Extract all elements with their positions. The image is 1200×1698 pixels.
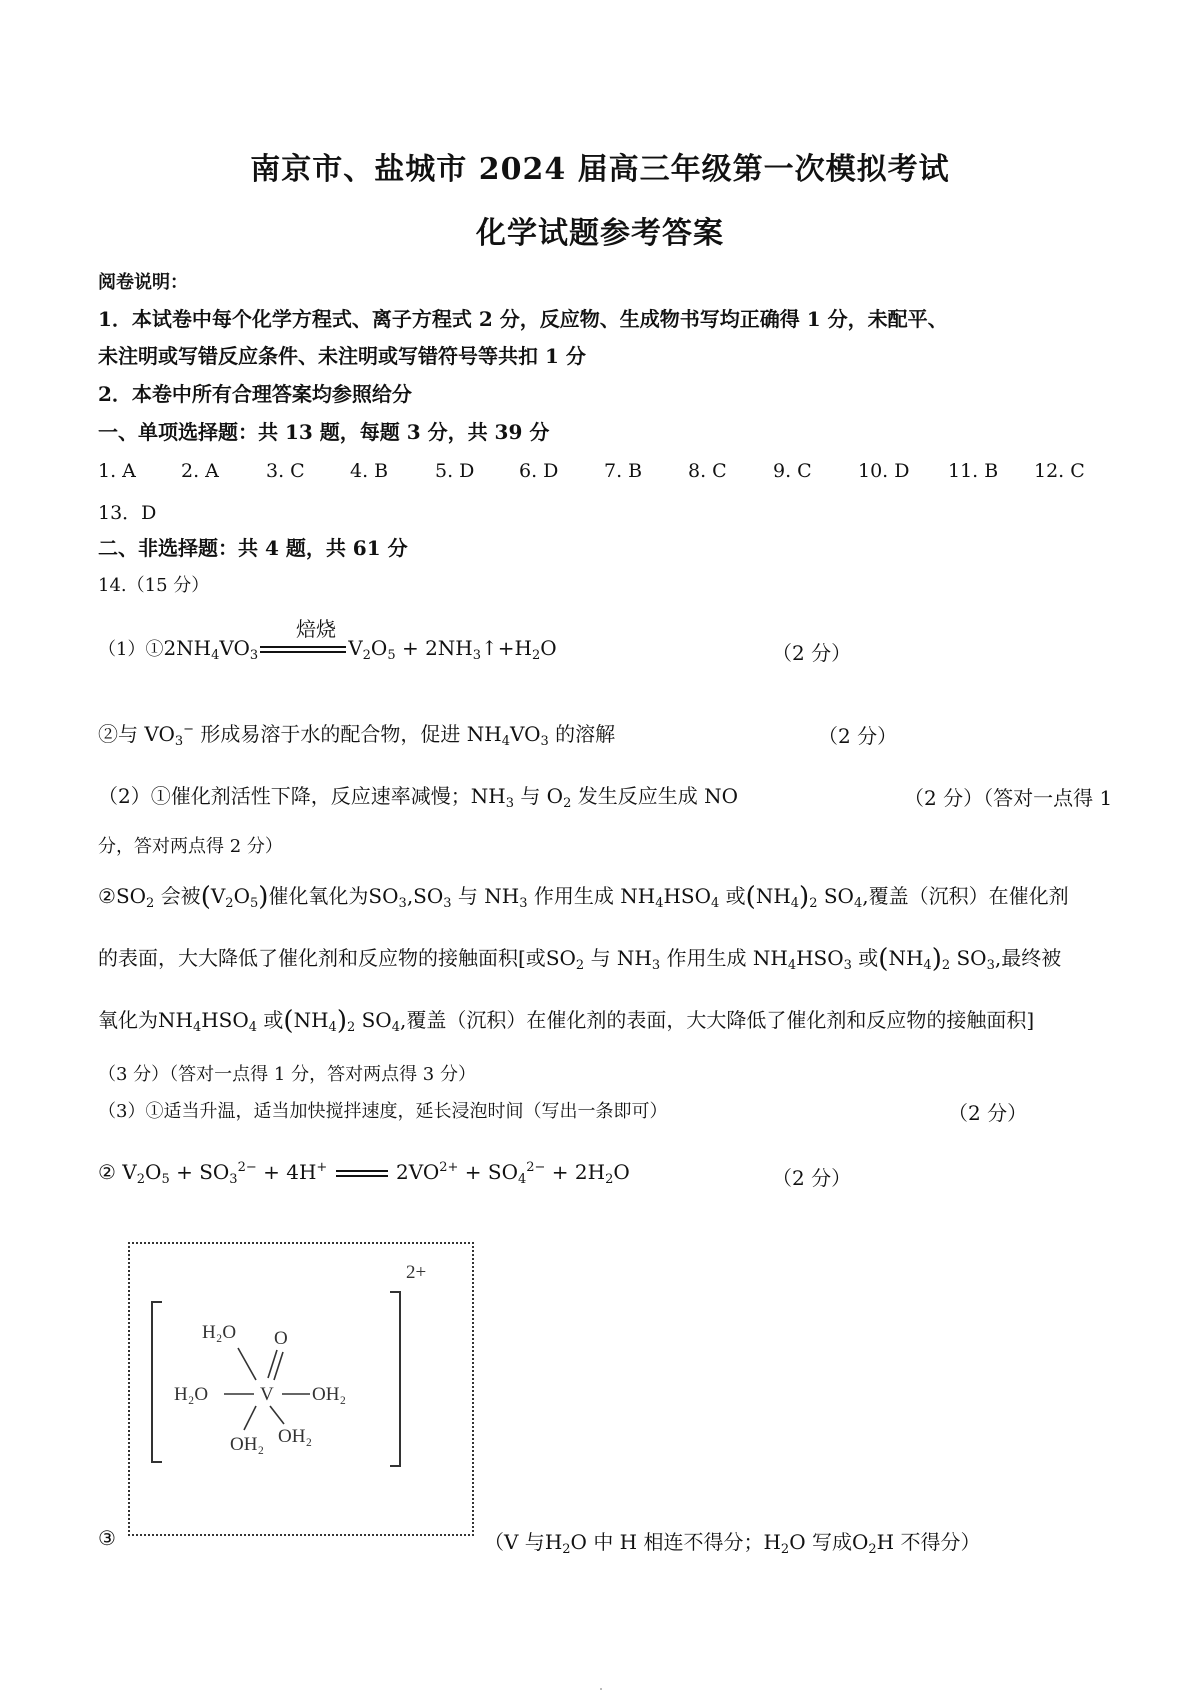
note-item-1-line-1: 1．本试卷中每个化学方程式、离子方程式 2 分，反应物、生成物书写均正确得 1 分，未配平、: [98, 307, 948, 331]
exam-subtitle: 化学试题参考答案: [476, 216, 724, 251]
choice-answer: 12. C: [1034, 460, 1085, 482]
ligand-right-label: OH₂: [230, 1434, 265, 1455]
choice-answer: 4. B: [350, 460, 389, 482]
answer-1-2: ②与 $VO_3^-$ 形成易溶于水的配合物，促进 $NH_4VO_3$ 的溶解: [98, 722, 616, 749]
score-label: （2 分）: [818, 724, 898, 748]
charge-label: 2+: [406, 1262, 427, 1283]
vanadium-label: V: [260, 1384, 274, 1405]
score-label: （2 分）（答对一点得 1: [904, 786, 1113, 810]
section-1-heading: 一、单项选择题：共 13 题，每题 3 分，共 39 分: [98, 420, 550, 444]
score-label: （2 分）: [948, 1101, 1028, 1125]
answer-2-2-line-3: 氧化为$NH_4HSO_4$ 或$(NH_4)_2$ $SO_4$,覆盖（沉积）在催化剂的表面，大大降低了催化剂和反应物的接触面积]: [98, 1006, 1035, 1036]
answer-3-1: （3）①适当升温，适当加快搅拌速度，延长浸泡时间（写出一条即可）: [98, 1101, 668, 1122]
choice-answer: 7. B: [604, 460, 643, 482]
answer-2-1-cont: 分，答对两点得 2 分）: [98, 836, 283, 857]
choice-answer: 1. A: [98, 460, 136, 482]
ligand-label: H₂O: [202, 1322, 237, 1343]
choice-answer: 6. D: [519, 460, 559, 482]
choice-answer: 10. D: [858, 460, 910, 482]
note-item-1-line-2: 未注明或写错反应条件、未注明或写错符号等共扣 1 分: [98, 344, 586, 368]
question-14-heading: 14.（15 分）: [98, 575, 210, 596]
equation-1: $(1)①2NH_4VO_3$ $V_2O_5$ + $2NH_3↑+H_2O$: [98, 636, 557, 663]
choice-answer: 8. C: [688, 460, 727, 482]
exam-title: 南京市、盐城市 2024 届高三年级第一次模拟考试: [250, 152, 950, 187]
choice-answer: 9. C: [773, 460, 812, 482]
score-label: （2 分）: [772, 1166, 852, 1190]
ligand-label: H₂O: [174, 1384, 209, 1405]
choice-answer: 11. B: [948, 460, 999, 482]
ligand-right-label: OH₂: [312, 1384, 347, 1405]
equation-3-2: ② $V_2O_5 + SO_3^{2-} + 4H^+$ $2VO^{2+} + SO_4^{2-} + 2H_2O$: [98, 1160, 630, 1187]
oxo-label: O: [274, 1328, 288, 1349]
equals-sign: [336, 1169, 388, 1179]
answer-3-3-label: ③: [98, 1526, 116, 1550]
choice-answer: 3. C: [266, 460, 305, 482]
answer-3-3-note: （V 与$H_2O$ 中 H 相连不得分；$H_2O$ 写成$O_2H$ 不得分）: [484, 1530, 981, 1557]
answer-2-2-line-2: 的表面，大大降低了催化剂和反应物的接触面积[或$SO_2$ 与 $NH_3$ 作用生成 $NH_4HSO_3$ 或$(NH_4)_2$ $SO_3$,最终被: [98, 944, 1062, 974]
reaction-condition: 焙烧: [296, 617, 336, 641]
note-item-2: 2．本卷中所有合理答案均参照给分: [98, 382, 412, 406]
equals-sign: [260, 645, 346, 655]
choice-answer: 5. D: [435, 460, 475, 482]
ligand-right-label: OH₂: [278, 1426, 313, 1447]
answer-2-1: （2）①催化剂活性下降，反应速率减慢；$NH_3$ 与 $O_2$ 发生反应生成 NO: [98, 784, 738, 811]
choice-answer: 13．D: [98, 502, 157, 524]
notes-heading: 阅卷说明：: [98, 272, 188, 293]
choice-answer: 2. A: [181, 460, 219, 482]
vanadyl-complex-structure: [130, 1244, 472, 1534]
footer-mark: [600, 1688, 602, 1690]
score-label: （3 分）（答对一点得 1 分，答对两点得 3 分）: [98, 1064, 476, 1085]
answer-2-2-line-1: $②SO_2$ 会被$(V_2O_5)$催化氧化为$SO_3,SO_3$ 与 $NH_3$ 作用生成 $NH_4HSO_4$ 或$(NH_4)_2$ $SO_4$,覆盖（沉积）在催化剂: [98, 882, 1069, 912]
section-2-heading: 二、非选择题：共 4 题，共 61 分: [98, 536, 408, 560]
structure-diagram-box: [128, 1242, 474, 1536]
score-label: （2 分）: [772, 641, 852, 665]
